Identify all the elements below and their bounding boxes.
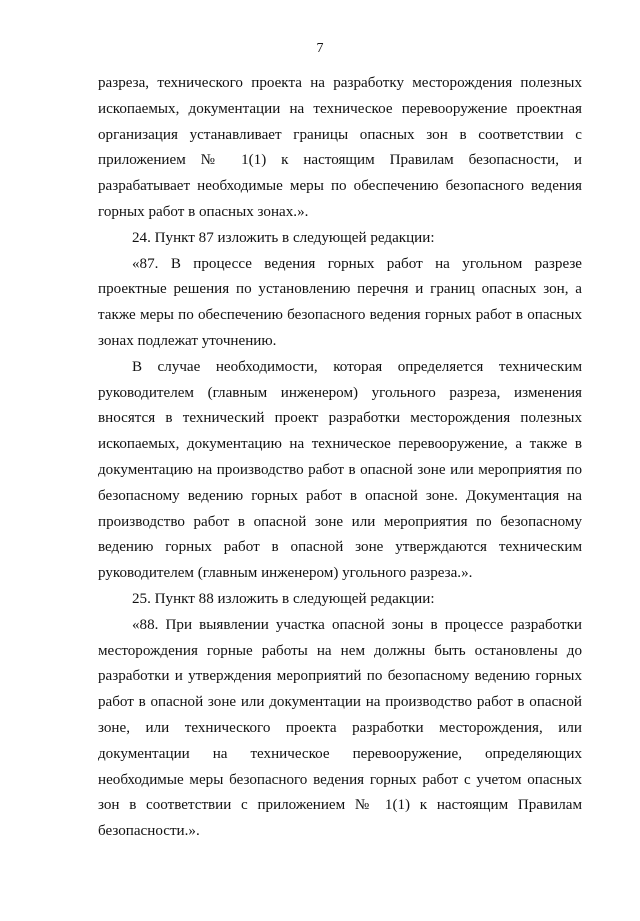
paragraph-item-24: 24. Пункт 87 изложить в следующей редакции: bbox=[132, 229, 435, 246]
paragraph-point-87: «87. В процессе ведения горных работ на угольном разрезе проектные решения по установлению перечня и границ опасных зон, а также меры по обеспечению безопасного ведения горных работ в опасных зонах подлежат уточнению. bbox=[98, 255, 582, 349]
paragraph-point-88: «88. При выявлении участка опасной зоны в процессе разработки месторождения горные работы на нем должны быть остановлены до разработки и утверждения мероприятий по безопасному ведению горных работ в опасной зоне или документации на производство работ в опасной зоне, или технического проекта разработки месторождения, или документации на техническое перевооружение, определяющих необходимые меры безопасного ведения горных работ с учетом опасных зон в соответствии с приложением № 1(1) к настоящим Правилам безопасности.». bbox=[98, 616, 582, 840]
document-body bbox=[98, 71, 582, 845]
paragraph-item-25: 25. Пункт 88 изложить в следующей редакции: bbox=[132, 590, 435, 607]
paragraph-point-87-continued: В случае необходимости, которая определяется техническим руководителем (главным инженером) угольного разреза, изменения вносятся в технический проект разработки месторождения полезных ископаемых, документацию на техническое перевооружение, а также в документацию на производство работ в опасной зоне или мероприятия по безопасному ведению горных работ в опасной зоне. Документация на производство работ в опасной зоне или мероприятия по безопасному ведению горных работ в опасной зоне утверждаются техническим руководителем (главным инженером) угольного разреза.». bbox=[98, 358, 582, 582]
page-number: 7 bbox=[316, 41, 324, 56]
paragraph-continuation: разреза, технического проекта на разработку месторождения полезных ископаемых, документации на техническое перевооружение проектная организация устанавливает границы опасных зон в соответствии с приложением № 1(1) к настоящим Правилам безопасности, и разрабатывает необходимые меры по обеспечению безопасного ведения горных работ в опасных зонах.». bbox=[98, 75, 582, 220]
